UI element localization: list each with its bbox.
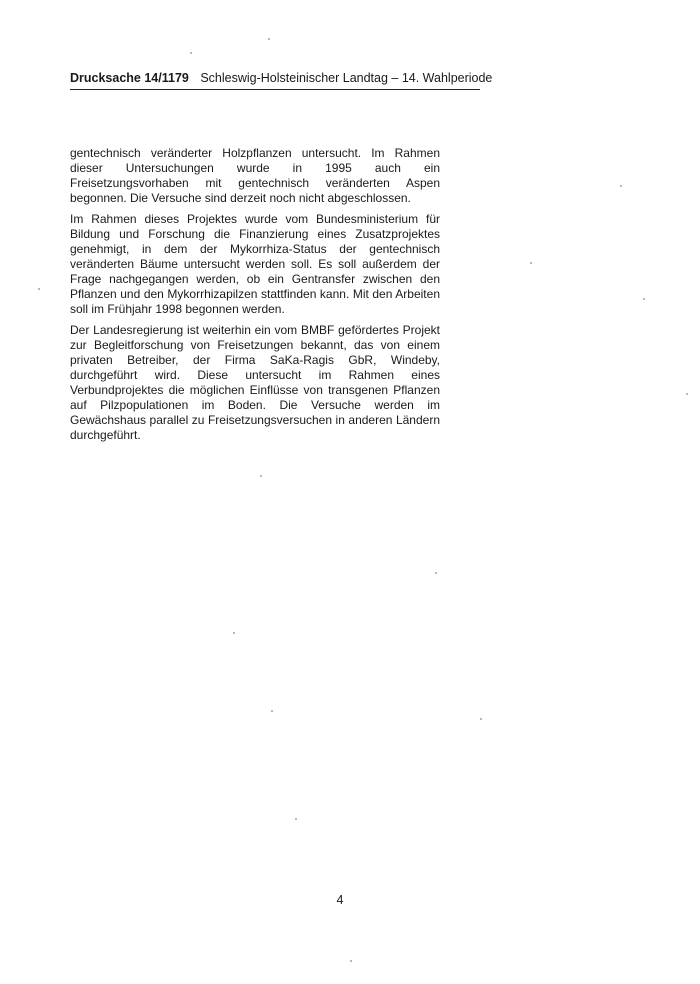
paragraph-3: Der Landesregierung ist weiterhin ein vom BMBF gefördertes Projekt zur Begleitforschung von Freisetzungen bekannt, das von einem privaten Betreiber, der Firma SaKa-Ragis GbR, Windeby, durchgeführt wird. Diese untersucht im Rahmen eines Verbundprojektes die möglichen Einflüsse von transgenen Pflanzen auf Pilzpopulationen im Boden. Die Versuche werden im Gewächshaus parallel zu Freisetzungsversuchen in anderen Ländern durchgeführt. [70, 323, 440, 442]
scan-speck [350, 960, 352, 962]
scan-speck [260, 475, 262, 477]
page-header [70, 70, 493, 90]
scan-speck [480, 718, 482, 720]
scan-speck [268, 38, 270, 40]
scan-speck [190, 52, 192, 54]
paragraph-1: gentechnisch veränderter Holzpflanzen untersucht. Im Rahmen dieser Untersuchungen wurde in 1995 auch ein Freisetzungsvorhaben mit gentechnisch veränderten Aspen begonnen. Die Versuche sind derzeit noch nicht abgeschlossen. [70, 146, 440, 205]
scan-speck [38, 288, 40, 290]
scan-speck [271, 710, 273, 712]
scan-speck [233, 632, 235, 634]
scan-speck [643, 298, 645, 300]
scan-speck [530, 262, 532, 264]
scan-speck [435, 572, 437, 574]
institution-name: Schleswig-Holsteinischer Landtag – 14. Wahlperiode [200, 71, 493, 85]
scan-speck [620, 185, 622, 187]
document-number: Drucksache 14/1179 [70, 71, 189, 85]
body-text [70, 146, 440, 449]
scan-speck [295, 818, 297, 820]
scan-speck [686, 393, 688, 395]
paragraph-2: Im Rahmen dieses Projektes wurde vom Bundesministerium für Bildung und Forschung die Finanzierung eines Zusatzprojektes genehmigt, in dem der Mykorrhiza-Status der gentechnisch veränderten Bäume untersucht werden soll. Es soll außerdem der Frage nachgegangen werden, ob ein Gentransfer zwischen den Pflanzen und den Mykorrhizapilzen stattfinden kann. Mit den Arbeiten soll im Frühjahr 1998 begonnen werden. [70, 212, 440, 316]
page-number: 4 [336, 893, 344, 907]
